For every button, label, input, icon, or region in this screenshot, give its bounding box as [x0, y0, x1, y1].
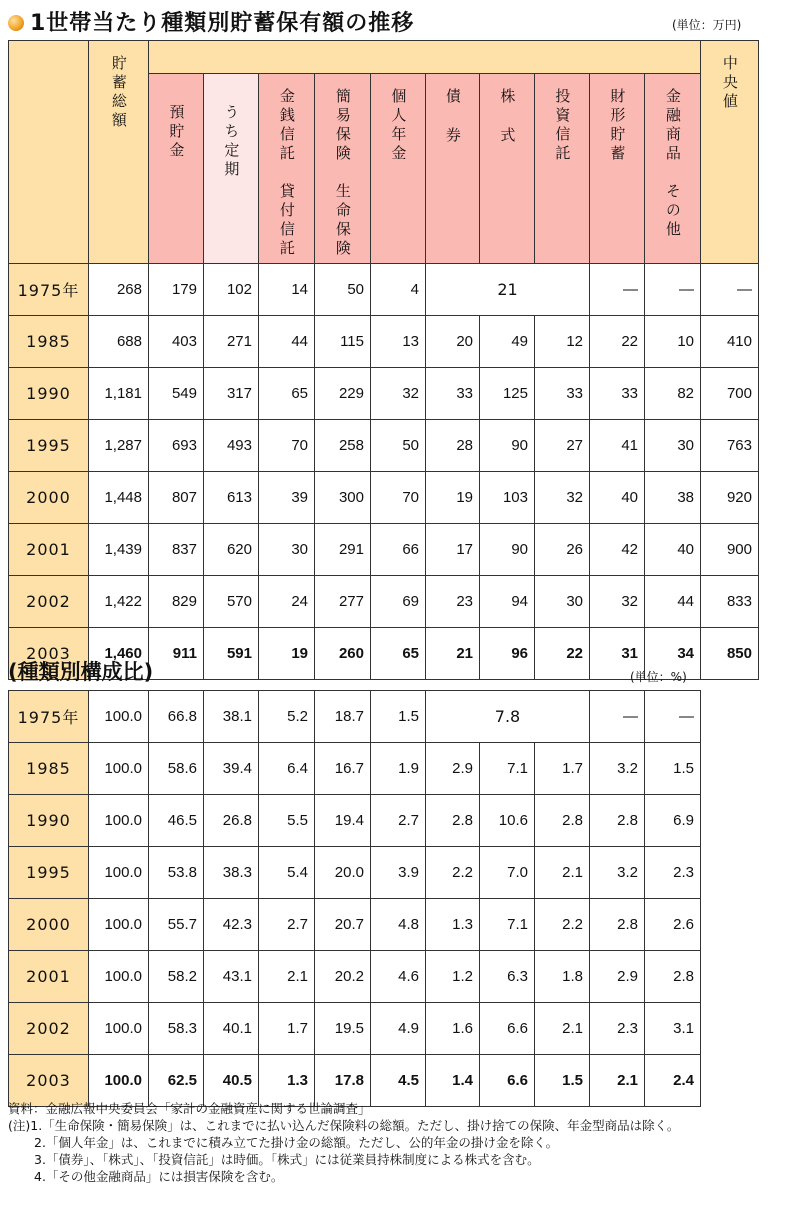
cell-ins: 20.2: [315, 951, 371, 1003]
cell-inv: 1.5: [535, 1055, 590, 1107]
cell-year: 1985: [9, 743, 89, 795]
cell-stocks: 103: [480, 472, 535, 524]
cell-ins: 20.0: [315, 847, 371, 899]
header-trust: 金銭信託 貸付信託: [259, 74, 315, 264]
table-row: [9, 691, 701, 743]
cell-fixed: 570: [204, 576, 259, 628]
cell-zaikei: 33: [590, 368, 645, 420]
header-year: [9, 41, 89, 264]
cell-bonds: 1.6: [426, 1003, 480, 1055]
table-row: [9, 524, 759, 576]
cell-zaikei: 22: [590, 316, 645, 368]
cell-bonds: 1.2: [426, 951, 480, 1003]
cell-zaikei: 32: [590, 576, 645, 628]
cell-other: 10: [645, 316, 701, 368]
cell-year: 2003: [9, 628, 89, 680]
header-stocks: 株式: [480, 74, 535, 264]
cell-total: 100.0: [89, 743, 149, 795]
cell-bonds: 17: [426, 524, 480, 576]
cell-inv: 32: [535, 472, 590, 524]
cell-inv: 12: [535, 316, 590, 368]
cell-pension: 32: [371, 368, 426, 420]
cell-stocks: 7.0: [480, 847, 535, 899]
cell-deposit: 53.8: [149, 847, 204, 899]
cell-year: 1990: [9, 795, 89, 847]
cell-year: 2001: [9, 951, 89, 1003]
cell-trust: 14: [259, 264, 315, 316]
cell-other: 3.1: [645, 1003, 701, 1055]
cell-year: 1995: [9, 420, 89, 472]
cell-ins: 300: [315, 472, 371, 524]
table-row: [9, 1003, 701, 1055]
cell-stocks: 125: [480, 368, 535, 420]
cell-total: 688: [89, 316, 149, 368]
cell-trust: 30: [259, 524, 315, 576]
cell-trust: 70: [259, 420, 315, 472]
cell-pension: 2.7: [371, 795, 426, 847]
cell-pension: 65: [371, 628, 426, 680]
cell-fixed: 38.1: [204, 691, 259, 743]
header-investment: 投資信託: [535, 74, 590, 264]
cell-zaikei: 2.3: [590, 1003, 645, 1055]
cell-zaikei: —: [590, 691, 645, 743]
cell-deposit: 403: [149, 316, 204, 368]
cell-year: 2000: [9, 899, 89, 951]
cell-pension: 50: [371, 420, 426, 472]
cell-pension: 4.6: [371, 951, 426, 1003]
cell-zaikei: 3.2: [590, 847, 645, 899]
cell-zaikei: 42: [590, 524, 645, 576]
cell-stocks: 6.6: [480, 1003, 535, 1055]
cell-bonds: 20: [426, 316, 480, 368]
cell-pension: 4.9: [371, 1003, 426, 1055]
cell-fixed: 39.4: [204, 743, 259, 795]
cell-total: 100.0: [89, 1055, 149, 1107]
header-median: 中央値: [701, 41, 759, 264]
cell-fixed: 591: [204, 628, 259, 680]
cell-total: 1,460: [89, 628, 149, 680]
cell-stocks: 94: [480, 576, 535, 628]
cell-other: 38: [645, 472, 701, 524]
note-2: 2.「個人年金」は、これまでに積み立てた掛け金の総額。ただし、公的年金の掛け金を除く。: [34, 1135, 559, 1150]
cell-median: —: [701, 264, 759, 316]
table-row: [9, 264, 759, 316]
cell-year: 1975年: [9, 691, 89, 743]
header-deposit: 預貯金: [149, 74, 204, 264]
cell-other: 34: [645, 628, 701, 680]
cell-median: 833: [701, 576, 759, 628]
cell-other: —: [645, 691, 701, 743]
cell-trust: 65: [259, 368, 315, 420]
cell-deposit: 62.5: [149, 1055, 204, 1107]
cell-deposit: 179: [149, 264, 204, 316]
cell-zaikei: 2.1: [590, 1055, 645, 1107]
bullet-icon: [8, 15, 24, 31]
cell-deposit: 693: [149, 420, 204, 472]
cell-zaikei: 40: [590, 472, 645, 524]
cell-deposit: 66.8: [149, 691, 204, 743]
cell-year: 2002: [9, 1003, 89, 1055]
cell-pension: 70: [371, 472, 426, 524]
cell-ins: 229: [315, 368, 371, 420]
cell-total: 100.0: [89, 1003, 149, 1055]
cell-total: 1,422: [89, 576, 149, 628]
table-row: [9, 847, 701, 899]
cell-trust: 24: [259, 576, 315, 628]
composition-table: [8, 690, 701, 1107]
cell-inv: 33: [535, 368, 590, 420]
cell-bonds: 23: [426, 576, 480, 628]
cell-fixed: 26.8: [204, 795, 259, 847]
cell-median: 900: [701, 524, 759, 576]
cell-ins: 277: [315, 576, 371, 628]
cell-other: 82: [645, 368, 701, 420]
cell-ins: 115: [315, 316, 371, 368]
cell-year: 2002: [9, 576, 89, 628]
cell-total: 100.0: [89, 691, 149, 743]
cell-stocks: 90: [480, 420, 535, 472]
cell-trust: 2.1: [259, 951, 315, 1003]
cell-ins: 17.8: [315, 1055, 371, 1107]
cell-pension: 69: [371, 576, 426, 628]
cell-median: 920: [701, 472, 759, 524]
cell-inv: 27: [535, 420, 590, 472]
cell-fixed: 317: [204, 368, 259, 420]
cell-fixed: 40.1: [204, 1003, 259, 1055]
cell-median: 850: [701, 628, 759, 680]
cell-deposit: 55.7: [149, 899, 204, 951]
cell-inv: 1.8: [535, 951, 590, 1003]
header-fixed: うち定期: [204, 74, 259, 264]
cell-zaikei: 41: [590, 420, 645, 472]
cell-bonds: 21: [426, 628, 480, 680]
table-row: [9, 899, 701, 951]
cell-pension: 3.9: [371, 847, 426, 899]
cell-stocks: 7.1: [480, 743, 535, 795]
cell-other: —: [645, 264, 701, 316]
unit-label-yen: (単位：万円): [672, 18, 742, 32]
cell-pension: 4.5: [371, 1055, 426, 1107]
cell-trust: 5.5: [259, 795, 315, 847]
cell-trust: 1.3: [259, 1055, 315, 1107]
cell-bonds: 1.4: [426, 1055, 480, 1107]
cell-year: 2001: [9, 524, 89, 576]
cell-stocks: 90: [480, 524, 535, 576]
cell-other: 2.8: [645, 951, 701, 1003]
cell-pension: 13: [371, 316, 426, 368]
cell-pension: 66: [371, 524, 426, 576]
cell-other: 30: [645, 420, 701, 472]
cell-inv: 26: [535, 524, 590, 576]
cell-zaikei: 2.8: [590, 795, 645, 847]
cell-pension: 1.5: [371, 691, 426, 743]
cell-fixed: 42.3: [204, 899, 259, 951]
cell-stocks: 7.1: [480, 899, 535, 951]
table-row: [9, 743, 701, 795]
cell-bonds: 19: [426, 472, 480, 524]
cell-zaikei: 2.9: [590, 951, 645, 1003]
cell-fixed: 271: [204, 316, 259, 368]
header-zaikei: 財形貯蓄: [590, 74, 645, 264]
note-4: 4.「その他金融商品」には損害保険を含む。: [34, 1169, 284, 1184]
table-row: [9, 951, 701, 1003]
cell-total: 100.0: [89, 795, 149, 847]
cell-deposit: 807: [149, 472, 204, 524]
cell-other: 2.6: [645, 899, 701, 951]
cell-stocks: 10.6: [480, 795, 535, 847]
cell-bonds: 1.3: [426, 899, 480, 951]
cell-inv: 2.1: [535, 1003, 590, 1055]
cell-total: 1,439: [89, 524, 149, 576]
cell-inv: 22: [535, 628, 590, 680]
cell-zaikei: 3.2: [590, 743, 645, 795]
header-other: 金融商品 その他: [645, 74, 701, 264]
cell-ins: 20.7: [315, 899, 371, 951]
cell-year: 1985: [9, 316, 89, 368]
cell-total: 1,181: [89, 368, 149, 420]
cell-merged: 21: [426, 264, 590, 316]
cell-stocks: 6.3: [480, 951, 535, 1003]
table-row: [9, 576, 759, 628]
table-row: [9, 1055, 701, 1107]
header-total: 貯蓄総額: [89, 41, 149, 264]
cell-fixed: 43.1: [204, 951, 259, 1003]
cell-merged: 7.8: [426, 691, 590, 743]
cell-ins: 260: [315, 628, 371, 680]
cell-total: 100.0: [89, 951, 149, 1003]
cell-total: 268: [89, 264, 149, 316]
cell-total: 100.0: [89, 847, 149, 899]
cell-stocks: 96: [480, 628, 535, 680]
cell-fixed: 493: [204, 420, 259, 472]
cell-deposit: 911: [149, 628, 204, 680]
cell-trust: 2.7: [259, 899, 315, 951]
header-insurance: 簡易保険 生命保険: [315, 74, 371, 264]
cell-deposit: 837: [149, 524, 204, 576]
cell-total: 1,287: [89, 420, 149, 472]
header-breakdown-bar: [149, 41, 701, 74]
cell-ins: 291: [315, 524, 371, 576]
unit-label-percent: (単位：%): [630, 670, 687, 684]
cell-other: 2.3: [645, 847, 701, 899]
table-row: [9, 368, 759, 420]
notes: [8, 1100, 679, 1185]
cell-fixed: 620: [204, 524, 259, 576]
cell-deposit: 58.6: [149, 743, 204, 795]
cell-inv: 2.8: [535, 795, 590, 847]
cell-zaikei: 2.8: [590, 899, 645, 951]
note-source: 資料：金融広報中央委員会「家計の金融資産に関する世論調査」: [8, 1101, 371, 1116]
cell-ins: 16.7: [315, 743, 371, 795]
cell-year: 1995: [9, 847, 89, 899]
cell-fixed: 613: [204, 472, 259, 524]
cell-trust: 5.4: [259, 847, 315, 899]
header-bonds: 債券: [426, 74, 480, 264]
cell-trust: 1.7: [259, 1003, 315, 1055]
cell-bonds: 2.2: [426, 847, 480, 899]
cell-bonds: 28: [426, 420, 480, 472]
cell-deposit: 58.3: [149, 1003, 204, 1055]
cell-deposit: 58.2: [149, 951, 204, 1003]
cell-zaikei: —: [590, 264, 645, 316]
cell-total: 100.0: [89, 899, 149, 951]
cell-stocks: 49: [480, 316, 535, 368]
cell-bonds: 33: [426, 368, 480, 420]
cell-other: 40: [645, 524, 701, 576]
cell-pension: 4: [371, 264, 426, 316]
cell-pension: 1.9: [371, 743, 426, 795]
cell-inv: 1.7: [535, 743, 590, 795]
cell-deposit: 46.5: [149, 795, 204, 847]
cell-ins: 19.5: [315, 1003, 371, 1055]
cell-ins: 50: [315, 264, 371, 316]
cell-median: 763: [701, 420, 759, 472]
cell-trust: 5.2: [259, 691, 315, 743]
table-row: [9, 316, 759, 368]
note-3: 3.「債券」、「株式」、「投資信託」は時価。「株式」には従業員持株制度による株式を含む。: [34, 1152, 540, 1167]
cell-year: 1975年: [9, 264, 89, 316]
cell-inv: 2.2: [535, 899, 590, 951]
cell-ins: 258: [315, 420, 371, 472]
cell-other: 1.5: [645, 743, 701, 795]
cell-year: 2000: [9, 472, 89, 524]
cell-trust: 39: [259, 472, 315, 524]
cell-ins: 18.7: [315, 691, 371, 743]
cell-median: 410: [701, 316, 759, 368]
cell-bonds: 2.8: [426, 795, 480, 847]
table-row: [9, 472, 759, 524]
cell-trust: 19: [259, 628, 315, 680]
composition-title: (種類別構成比): [8, 660, 154, 684]
cell-fixed: 40.5: [204, 1055, 259, 1107]
cell-trust: 44: [259, 316, 315, 368]
table-row: [9, 420, 759, 472]
cell-inv: 2.1: [535, 847, 590, 899]
cell-other: 2.4: [645, 1055, 701, 1107]
cell-other: 44: [645, 576, 701, 628]
cell-pension: 4.8: [371, 899, 426, 951]
cell-fixed: 38.3: [204, 847, 259, 899]
cell-year: 1990: [9, 368, 89, 420]
cell-fixed: 102: [204, 264, 259, 316]
cell-year: 2003: [9, 1055, 89, 1107]
cell-deposit: 829: [149, 576, 204, 628]
cell-stocks: 6.6: [480, 1055, 535, 1107]
cell-deposit: 549: [149, 368, 204, 420]
savings-amount-table: [8, 40, 759, 680]
cell-trust: 6.4: [259, 743, 315, 795]
page-title: 1世帯当たり種類別貯蓄保有額の推移: [8, 6, 414, 37]
cell-ins: 19.4: [315, 795, 371, 847]
table-row: [9, 795, 701, 847]
cell-other: 6.9: [645, 795, 701, 847]
cell-zaikei: 31: [590, 628, 645, 680]
cell-inv: 30: [535, 576, 590, 628]
cell-bonds: 2.9: [426, 743, 480, 795]
header-pension: 個人年金: [371, 74, 426, 264]
cell-total: 1,448: [89, 472, 149, 524]
note-1: (注)1.「生命保険・簡易保険」は、これまでに払い込んだ保険料の総額。ただし、掛け捨ての保険、年金型商品は除く。: [8, 1118, 680, 1133]
cell-median: 700: [701, 368, 759, 420]
